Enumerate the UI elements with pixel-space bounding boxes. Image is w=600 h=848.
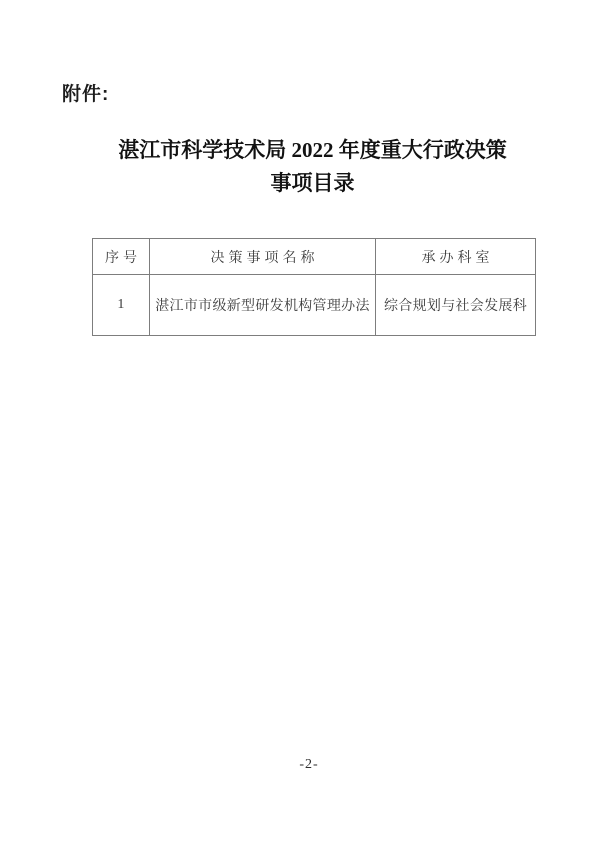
- column-header-department: 承办科室: [376, 239, 536, 275]
- cell-department: 综合规划与社会发展科: [376, 275, 536, 336]
- document-title-line1: 湛江市科学技术局 2022 年度重大行政决策: [118, 138, 507, 162]
- page-number: -2-: [299, 757, 319, 772]
- cell-row-index: 1: [93, 275, 150, 336]
- decision-items-table: [92, 238, 536, 336]
- column-header-decision-name: 决策事项名称: [150, 239, 376, 275]
- table-header-row: [93, 239, 536, 275]
- document-title: [40, 134, 585, 200]
- attachment-label: 附件:: [62, 84, 110, 105]
- cell-decision-name: 湛江市市级新型研发机构管理办法: [150, 275, 376, 336]
- column-header-index: 序号: [93, 239, 150, 275]
- table-row: [93, 275, 536, 336]
- document-title-line2: 事项目录: [270, 171, 355, 195]
